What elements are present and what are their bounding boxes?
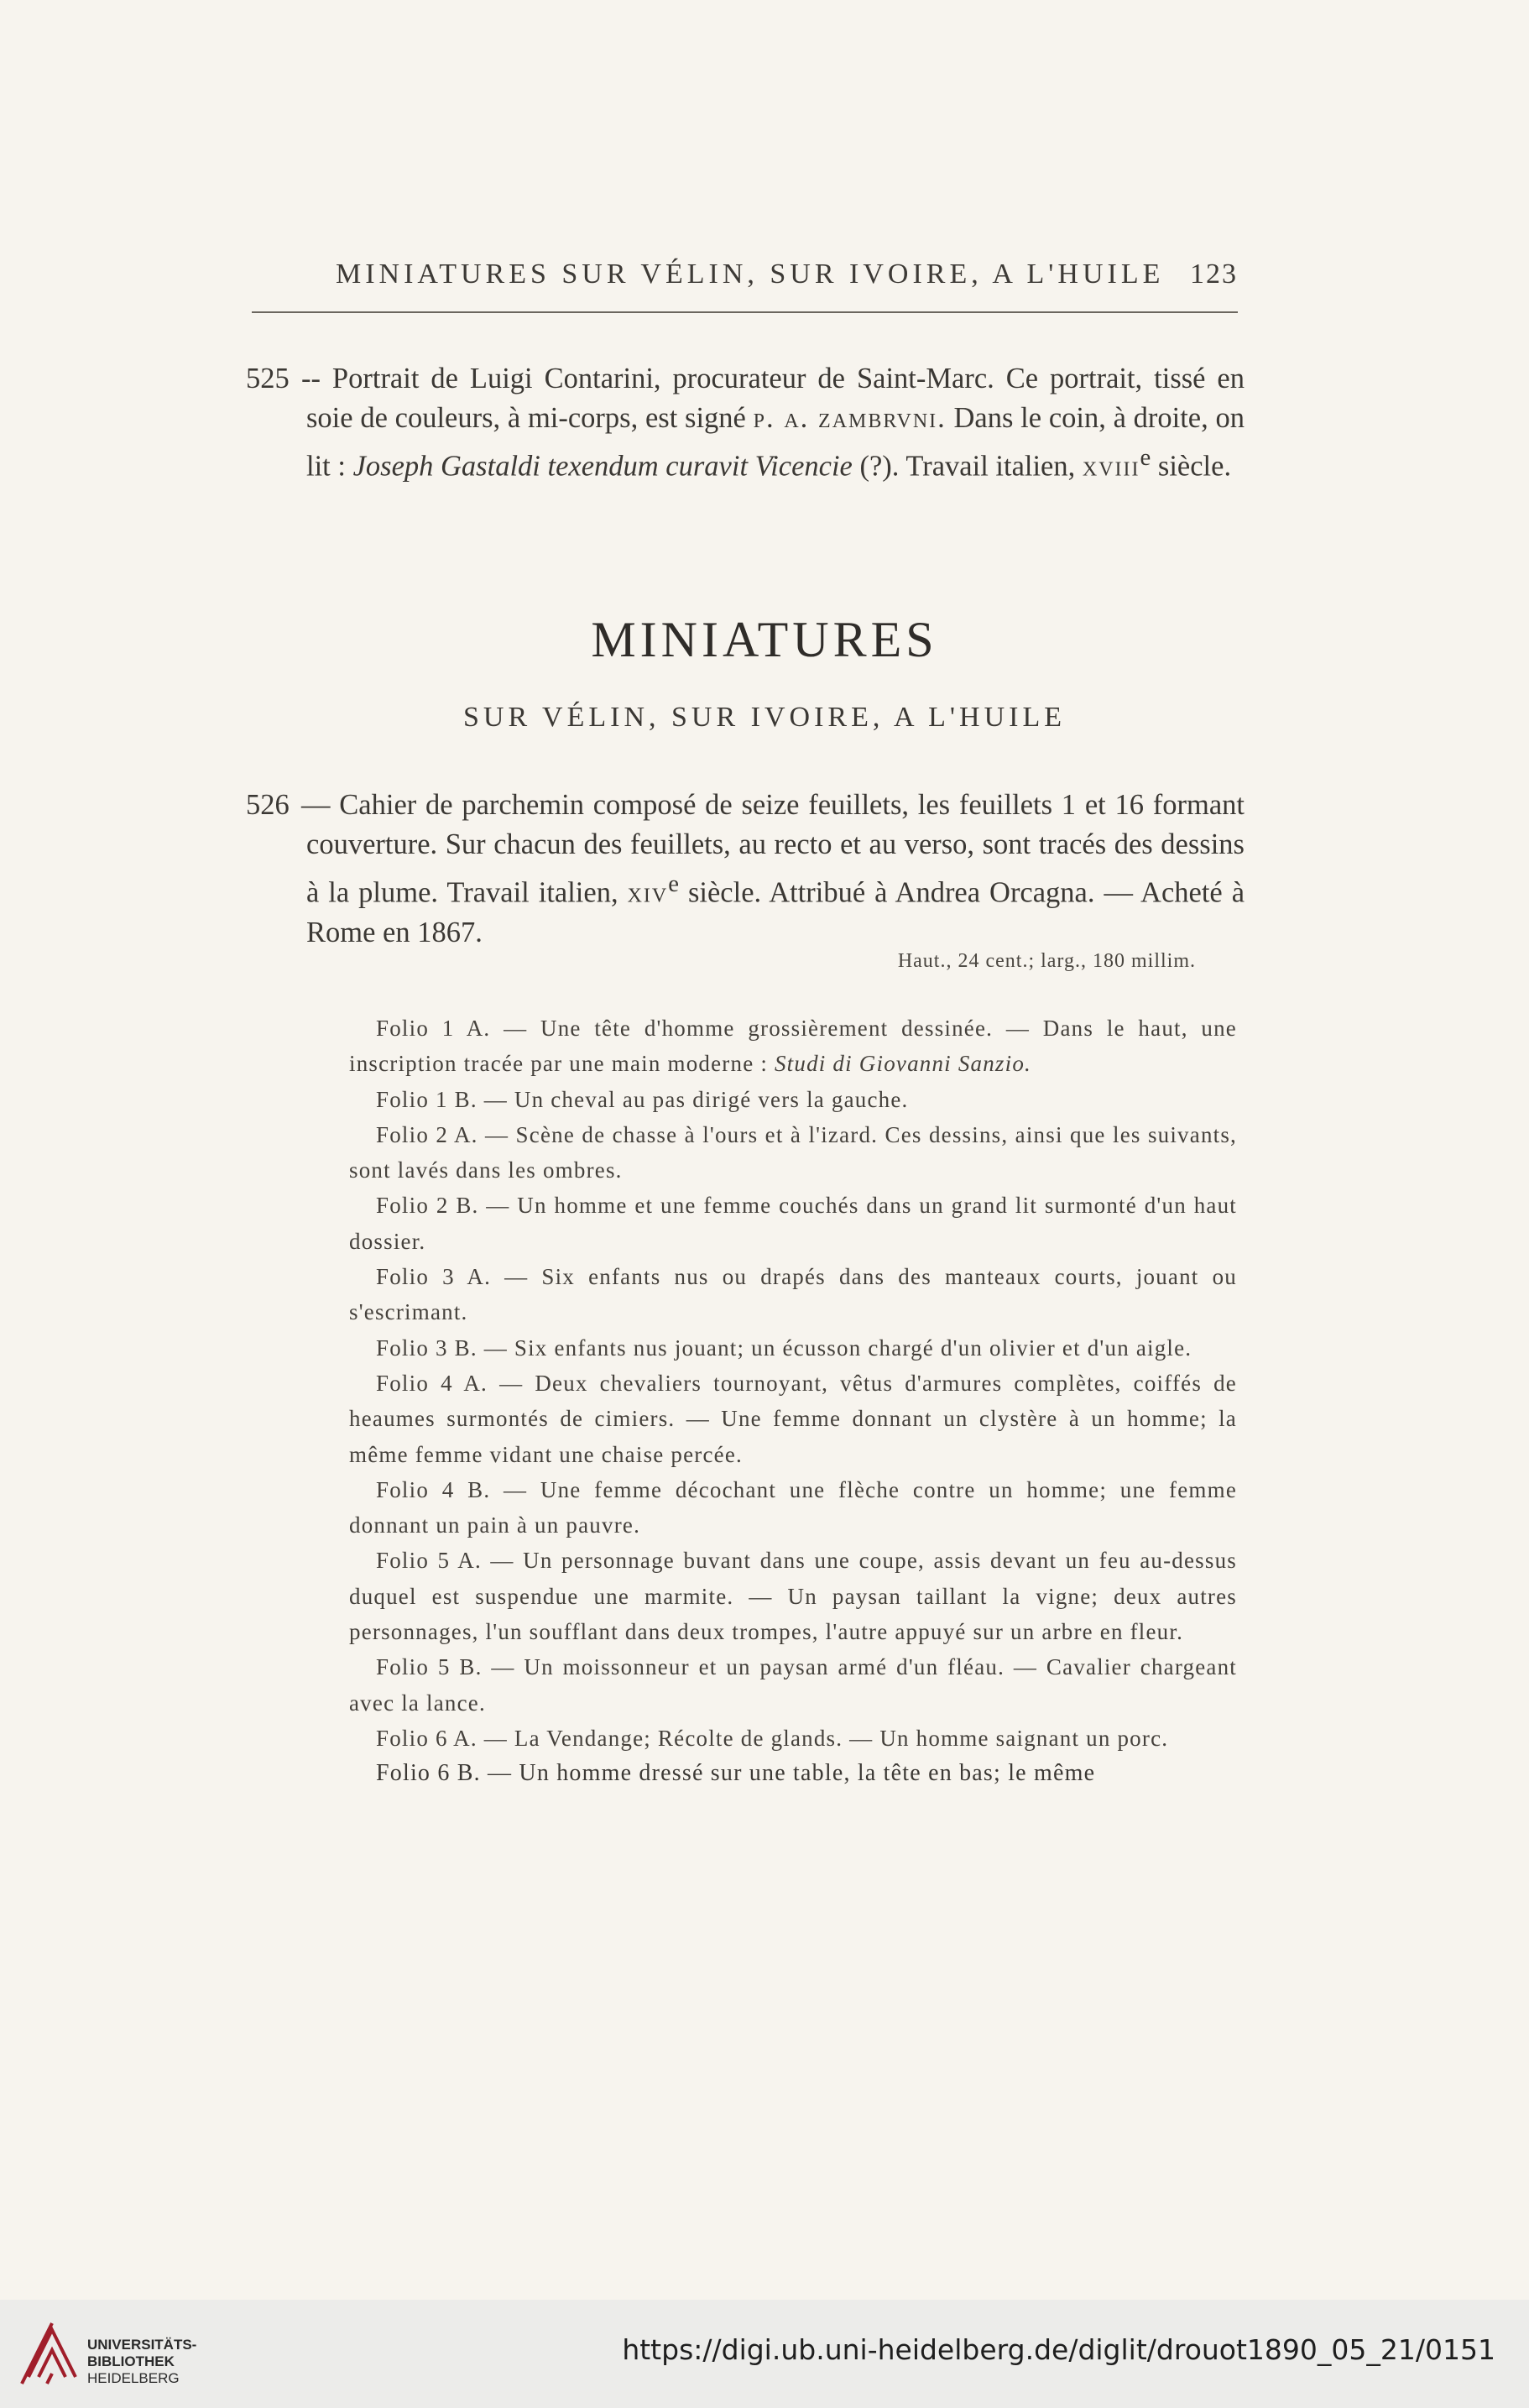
folio-text: Folio 4 B. — Une femme décochant une flèche contre un homme; une femme donnant un pain à un pauvre. xyxy=(349,1476,1237,1538)
folio-item xyxy=(349,1472,1237,1544)
section-subtitle: SUR VÉLIN, SUR IVOIRE, A L'HUILE xyxy=(463,702,1066,733)
century: xviii xyxy=(1082,450,1140,483)
entry-number: 525 xyxy=(246,363,290,394)
folio-text: Folio 4 A. — Deux chevaliers tournoyant, vêtus d'armures complètes, coiffés de heaumes surmontés de cimiers. — Une femme donnant un clystère à un homme; la même femme vidant une chaise percée. xyxy=(349,1370,1237,1467)
inscription: Joseph Gastaldi texendum curavit Vicencie xyxy=(352,450,853,483)
folio-item xyxy=(349,1543,1237,1649)
library-line: HEIDELBERG xyxy=(87,2370,180,2386)
folio-italic: Studi di Giovanni Sanzio. xyxy=(774,1051,1031,1077)
folio-text: Folio 2 B. — Un homme et une femme couchés dans un grand lit surmonté d'un haut dossier. xyxy=(349,1193,1237,1254)
century-sup: e xyxy=(668,870,679,897)
entry-526 xyxy=(246,786,1245,953)
folio-item xyxy=(349,1756,1237,1791)
library-name xyxy=(87,2337,196,2387)
folio-item xyxy=(349,1330,1237,1366)
folio-item xyxy=(349,1082,1237,1117)
folio-text: Folio 5 A. — Un personnage buvant dans une coupe, assis devant un feu au-dessus duquel est suspendue une marmite. — Un paysan taillant la vigne; deux autres personnages, l'un soufflant dans deux trompes, l'autre appuyé sur un arbre en fleur. xyxy=(349,1548,1237,1645)
century-sup: e xyxy=(1140,444,1151,471)
running-header xyxy=(252,259,1238,295)
entry-525-text xyxy=(246,359,1245,487)
folio-item xyxy=(349,1011,1237,1082)
entry-text: — Cahier de parchemin composé de seize feuillets, les feuillets 1 et 16 formant couverture. Sur chacun des feuillets, au recto et au verso, sont tracés des dessins à la plume. Travail italien, xyxy=(301,789,1245,909)
folio-text: Folio 3 A. — Six enfants nus ou drapés dans des manteaux courts, jouant ou s'escrimant. xyxy=(349,1264,1237,1325)
entry-text: -- Portrait de Luigi Contarini, procurateur de Saint-Marc. Ce portrait, tissé en soie de couleurs, à mi-corps, est signé xyxy=(301,363,1245,434)
library-logo-icon[interactable] xyxy=(18,2318,86,2389)
section-title: MINIATURES xyxy=(591,612,938,667)
folio-text: Folio 1 A. — Une tête d'homme grossièrement dessinée. — Dans le haut, une inscription tracée par une main moderne : xyxy=(349,1016,1237,1077)
signature: p. a. zambrvni. xyxy=(753,402,947,434)
library-line: BIBLIOTHEK xyxy=(87,2353,175,2369)
entry-526-text xyxy=(246,786,1245,953)
header-rule xyxy=(252,311,1238,313)
folio-item xyxy=(349,1721,1237,1756)
running-title: MINIATURES SUR VÉLIN, SUR IVOIRE, A L'HUILE xyxy=(336,259,1165,290)
library-line: UNIVERSITÄTS- xyxy=(87,2337,197,2353)
entry-text: (?). Travail italien, xyxy=(859,450,1076,483)
folio-text: Folio 3 B. — Six enfants nus jouant; un écusson chargé d'un olivier et d'un aigle. xyxy=(376,1335,1192,1361)
viewer-footer xyxy=(0,2300,1529,2408)
entry-number: 526 xyxy=(246,789,290,821)
folio-text: Folio 5 B. — Un moissonneur et un paysan armé d'un fléau. — Cavalier chargeant avec la lance. xyxy=(349,1654,1237,1716)
century: xiv xyxy=(627,876,669,909)
folio-item xyxy=(349,1117,1237,1188)
folio-text: Folio 6 B. — Un homme dressé sur une table, la tête en bas; le même xyxy=(376,1760,1096,1787)
folio-item xyxy=(349,1366,1237,1472)
entry-525 xyxy=(246,359,1245,487)
folio-text: Folio 2 A. — Scène de chasse à l'ours et à l'izard. Ces dessins, ainsi que les suivants, sont lavés dans les ombres. xyxy=(349,1121,1237,1183)
permalink-url[interactable]: https://digi.ub.uni-heidelberg.de/diglit/drouot1890_05_21/0151 xyxy=(622,2333,1495,2366)
folio-item xyxy=(349,1259,1237,1330)
entry-text: Dans le coin, à droite, on lit : xyxy=(306,402,1245,483)
dimensions: Haut., 24 cent.; larg., 180 millim. xyxy=(897,950,1196,972)
entry-text: siècle. xyxy=(1157,450,1232,483)
entry-text: siècle. Attribué à Andrea Orcagna. — Acheté à Rome en 1867. xyxy=(306,876,1245,948)
folio-item xyxy=(349,1188,1237,1259)
folio-text: Folio 6 A. — La Vendange; Récolte de glands. — Un homme saignant un porc. xyxy=(376,1725,1169,1751)
folio-item xyxy=(349,1649,1237,1721)
page-number: 123 xyxy=(1190,259,1238,290)
folio-text: Folio 1 B. — Un cheval au pas dirigé vers la gauche. xyxy=(376,1086,909,1112)
folio-list xyxy=(349,1011,1237,1792)
